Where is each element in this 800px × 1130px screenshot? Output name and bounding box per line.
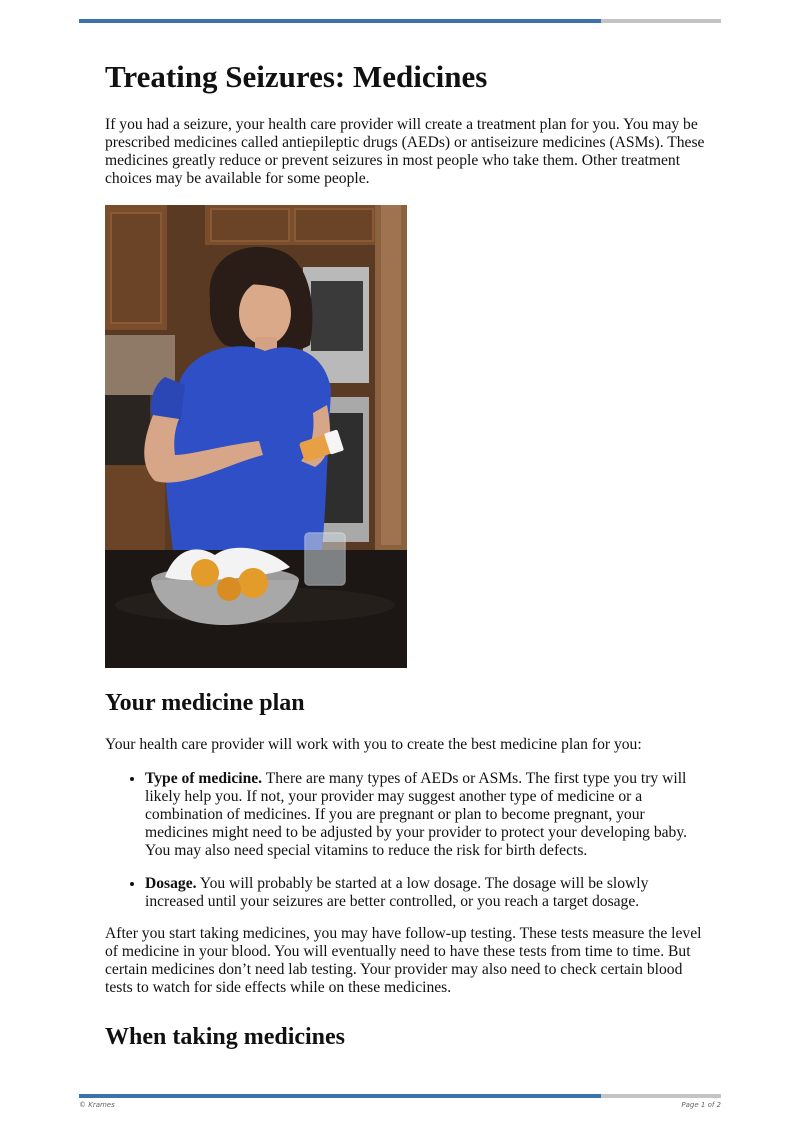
list-item-term: Dosage. [145, 875, 197, 892]
footer-rule [79, 1094, 721, 1098]
document-body [105, 52, 705, 1052]
medicine-plan-intro: Your health care provider will work with you to create the best medicine plan for you: [105, 736, 642, 753]
list-item-text: There are many types of AEDs or ASMs. The first type you try will likely help you. If not, your provider may suggest another type of medicine or a combination of medicines. If you are pregnant or plan to become pregnant, your medicines might need to be adjusted by your provider to protect your developing baby. You may also need special vitamins to reduce the risk for birth defects. [145, 770, 688, 859]
footer-rule-accent [79, 1094, 601, 1098]
header-rule-accent [79, 19, 601, 23]
list-item-text: You will probably be started at a low dosage. The dosage will be slowly increased until your seizures are better controlled, or you reach a target dosage. [145, 875, 649, 910]
list-item-term: Type of medicine. [145, 770, 263, 787]
header-rule [79, 19, 721, 23]
follow-up-testing-paragraph: After you start taking medicines, you may have follow-up testing. These tests measure the level of medicine in your blood. You will eventually need to have these tests from time to time. But certain medicines don’t need lab testing. Your provider may also need to check certain blood tests to watch for side effects while on these medicines. [105, 925, 702, 996]
footer-copyright: © Krames [79, 1101, 115, 1109]
list-item-dosage [145, 875, 705, 911]
section-heading-when-taking-medicines: When taking medicines [105, 1024, 346, 1050]
section-heading-medicine-plan: Your medicine plan [105, 690, 305, 716]
list-item-type-of-medicine [145, 770, 705, 860]
footer-rule-end [601, 1094, 721, 1098]
woman-with-pill-bottle-photo [105, 205, 407, 668]
medicine-plan-list [105, 770, 705, 911]
intro-paragraph: If you had a seizure, your health care provider will create a treatment plan for you. You may be prescribed medicines called antiepileptic drugs (AEDs) or antiseizure medicines (ASMs). These medicines greatly reduce or prevent seizures in most people who take them. Other treatment choices may be available for some people. [105, 116, 705, 187]
header-rule-end [601, 19, 721, 23]
footer-page-number: Page 1 of 2 [681, 1101, 721, 1109]
page-title: Treating Seizures: Medicines [105, 59, 488, 94]
